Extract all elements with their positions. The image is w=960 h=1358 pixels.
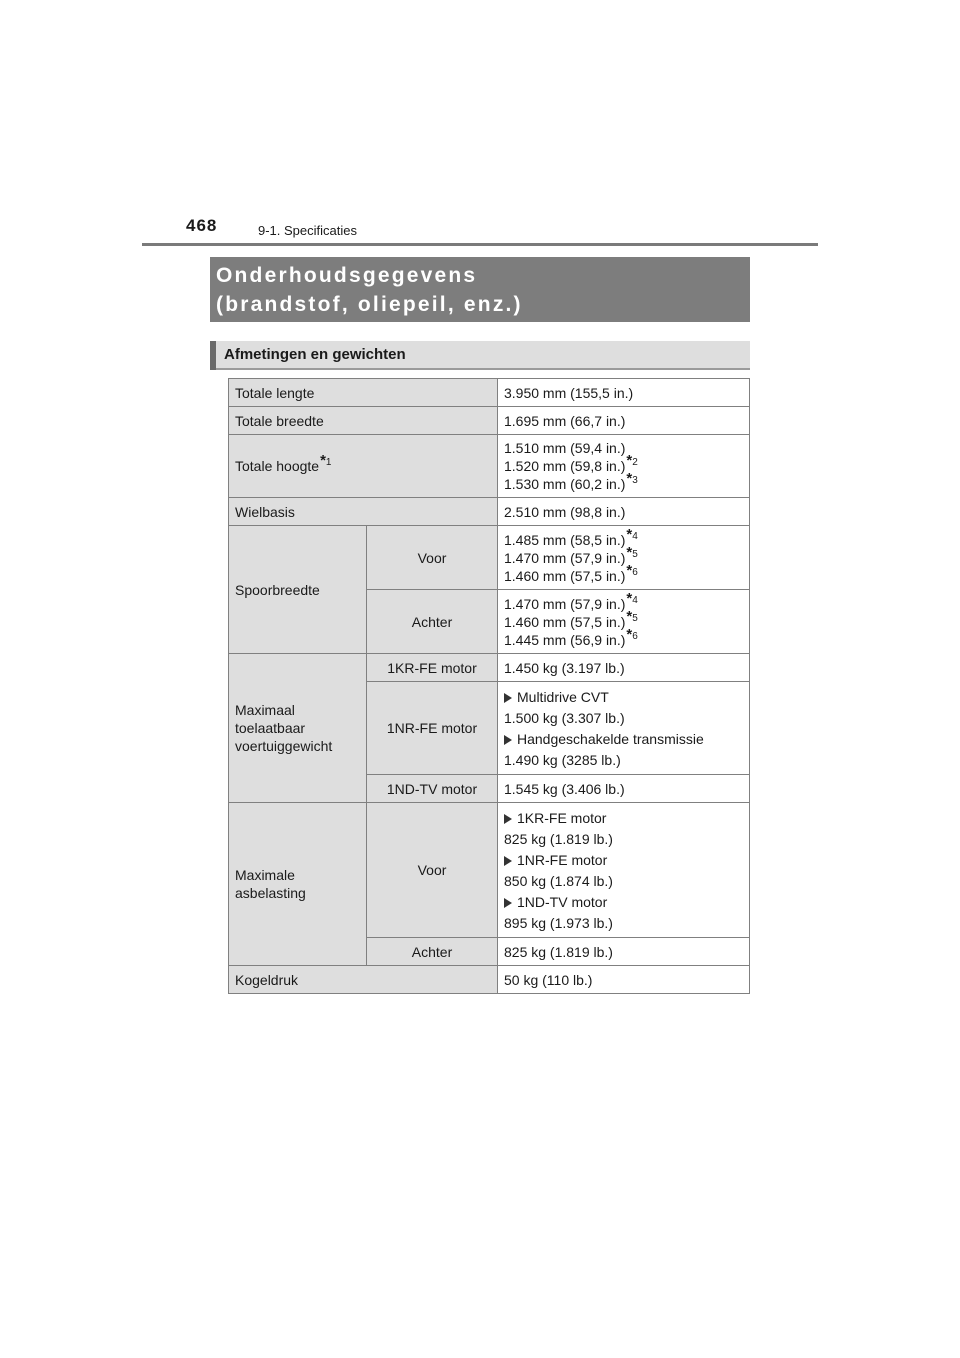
triangle-bullet-icon	[504, 856, 512, 866]
section-heading-bar	[210, 341, 216, 370]
label-line: Maximaal	[235, 702, 295, 718]
value-text: 1.445 mm (56,9 in.)	[504, 631, 626, 648]
footnote-marker: *	[626, 589, 633, 607]
table-row	[229, 435, 750, 498]
footnote-marker: *	[626, 543, 633, 561]
row-label: Wielbasis	[229, 498, 498, 526]
value-text: 1.470 mm (57,9 in.)	[504, 595, 626, 612]
footnote-marker: *	[626, 625, 633, 643]
value-line	[504, 525, 743, 549]
triangle-bullet-icon	[504, 814, 512, 824]
row-sublabel: 1NR-FE motor	[367, 682, 498, 775]
triangle-bullet-icon	[504, 735, 512, 745]
footnote-number: 6	[632, 630, 638, 642]
value-line	[504, 607, 743, 631]
value-line	[504, 625, 743, 649]
footnote-number: 2	[632, 457, 638, 468]
row-value	[498, 590, 750, 654]
label-line: voertuiggewicht	[235, 738, 333, 754]
row-label	[229, 803, 367, 966]
bullet-text: 1NR-FE motor	[517, 851, 608, 868]
label-line: toelaatbaar	[235, 720, 306, 736]
footnote-number: 3	[632, 475, 638, 486]
row-value: 1.695 mm (66,7 in.)	[498, 407, 750, 435]
value-text: 1.485 mm (58,5 in.)	[504, 531, 626, 548]
spec-table	[228, 378, 750, 994]
bullet-item	[504, 893, 743, 911]
footnote-marker: *	[626, 452, 633, 469]
section-heading	[210, 341, 750, 370]
value-line	[504, 470, 743, 493]
footnote-marker: *	[626, 470, 633, 487]
value-text: 1.510 mm (59,4 in.)	[504, 440, 626, 456]
page-title-line-2: (brandstof, oliepeil, enz.)	[216, 293, 523, 316]
row-label: Spoorbreedte	[229, 526, 367, 654]
weight-value: 850 kg (1.874 lb.)	[504, 872, 613, 889]
footnote-number: 5	[632, 612, 638, 624]
value-text: 1.460 mm (57,5 in.)	[504, 613, 626, 630]
page-title-line-1: Onderhoudsgegevens	[216, 264, 478, 287]
row-sublabel: Voor	[367, 803, 498, 938]
weight-value: 825 kg (1.819 lb.)	[504, 830, 613, 847]
table-row	[229, 966, 750, 994]
row-value: 3.950 mm (155,5 in.)	[498, 379, 750, 407]
bullet-item	[504, 730, 743, 748]
row-value: 1.450 kg (3.197 lb.)	[498, 654, 750, 682]
header-divider	[142, 243, 818, 246]
page-header	[186, 216, 818, 246]
row-sublabel: Voor	[367, 526, 498, 590]
bullet-text: Multidrive CVT	[517, 688, 609, 705]
bullet-text: Handgeschakelde transmissie	[517, 730, 704, 747]
row-value: 2.510 mm (98,8 in.)	[498, 498, 750, 526]
label-line: asbelasting	[235, 885, 306, 901]
footnote-number: 6	[632, 566, 638, 578]
row-value	[498, 526, 750, 590]
row-value	[498, 682, 750, 775]
row-label	[229, 435, 498, 498]
value-line	[504, 561, 743, 585]
footnote-marker: *	[626, 525, 633, 543]
row-value	[498, 803, 750, 938]
section-heading-label: Afmetingen en gewichten	[224, 346, 406, 363]
row-label-text: Totale hoogte	[235, 458, 320, 474]
row-value: 1.545 kg (3.406 lb.)	[498, 775, 750, 803]
footnote-marker: *	[320, 452, 326, 469]
row-label: Kogeldruk	[229, 966, 498, 994]
row-value: 50 kg (110 lb.)	[498, 966, 750, 994]
value-text: 1.470 mm (57,9 in.)	[504, 549, 626, 566]
bullet-item	[504, 809, 743, 827]
triangle-bullet-icon	[504, 898, 512, 908]
weight-value: 1.500 kg (3.307 lb.)	[504, 709, 625, 726]
value-line	[504, 543, 743, 567]
value-line	[504, 439, 743, 457]
footnote-marker: *	[626, 607, 633, 625]
label-line: Maximale	[235, 867, 295, 883]
row-label: Totale lengte	[229, 379, 498, 407]
weight-value: 895 kg (1.973 lb.)	[504, 914, 613, 931]
value-text: 1.530 mm (60,2 in.)	[504, 476, 626, 492]
row-value	[498, 435, 750, 498]
bullet-item	[504, 851, 743, 869]
value-text: 1.520 mm (59,8 in.)	[504, 458, 626, 474]
weight-value: 1.490 kg (3285 lb.)	[504, 751, 621, 768]
bullet-text: 1ND-TV motor	[517, 893, 608, 910]
footnote-number: 4	[632, 530, 638, 542]
footnote-number: 1	[325, 457, 332, 468]
row-sublabel: Achter	[367, 938, 498, 966]
table-row	[229, 407, 750, 435]
row-sublabel: 1KR-FE motor	[367, 654, 498, 682]
page-number: 468	[186, 216, 218, 235]
footnote-number: 4	[632, 594, 638, 606]
row-value: 825 kg (1.819 lb.)	[498, 938, 750, 966]
row-label	[229, 654, 367, 803]
table-row	[229, 803, 750, 938]
bullet-item	[504, 688, 743, 706]
row-sublabel: 1ND-TV motor	[367, 775, 498, 803]
value-line	[504, 452, 743, 475]
table-row	[229, 498, 750, 526]
table-row	[229, 379, 750, 407]
footnote-number: 5	[632, 548, 638, 560]
bullet-text: 1KR-FE motor	[517, 809, 607, 826]
row-sublabel: Achter	[367, 590, 498, 654]
value-text: 1.460 mm (57,5 in.)	[504, 567, 626, 584]
value-line	[504, 589, 743, 613]
footnote-marker: *	[626, 561, 633, 579]
page-title	[210, 257, 750, 322]
row-label: Totale breedte	[229, 407, 498, 435]
table-row	[229, 654, 750, 682]
table-row	[229, 526, 750, 590]
section-reference: 9-1. Specificaties	[258, 223, 357, 238]
triangle-bullet-icon	[504, 693, 512, 703]
